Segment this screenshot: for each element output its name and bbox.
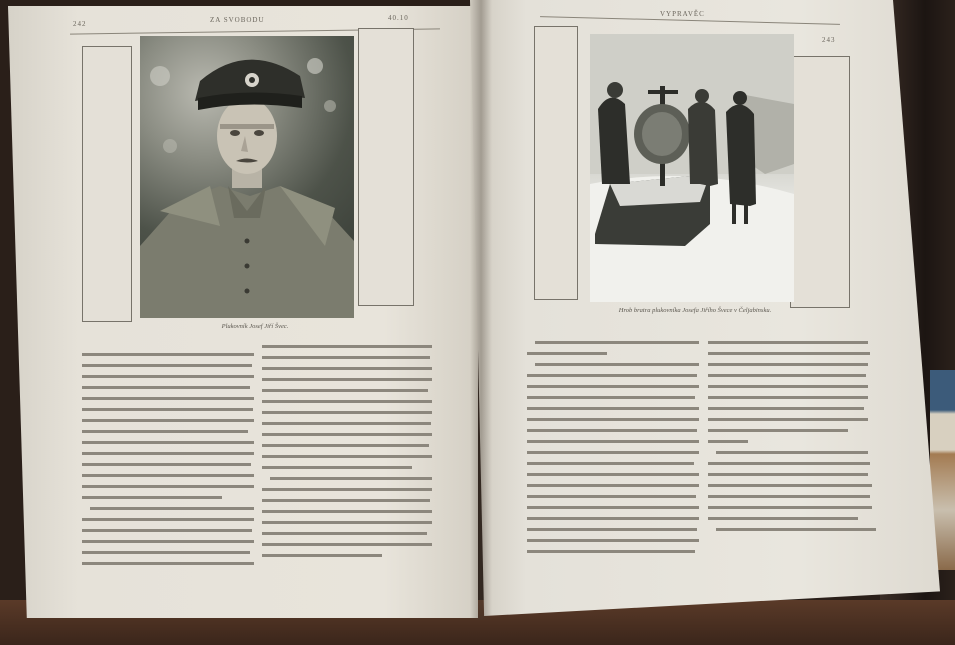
left-page-number: 242 [73,20,87,28]
right-margin-frame [790,56,850,308]
right-photo-caption: Hrob bratra plukovníka Josefa Jiřího Švece v Čeljabinsku. [618,307,772,314]
left-running-right: 40.10 [388,14,409,22]
left-column-2-lines [262,342,432,572]
right-running-title: VYPRAVĚC [660,10,705,18]
right-text-column-2 [708,338,876,538]
right-text-column-1 [527,338,699,570]
grave-photo [590,34,794,302]
left-running-title: ZA SVOBODU [210,16,265,24]
right-column-2-lines [708,338,876,538]
left-column-1-lines [82,350,254,580]
left-margin-frame-right-page [534,26,578,300]
left-text-column-2 [262,342,432,572]
left-text-column-1 [82,350,254,580]
right-column-1-lines [527,338,699,570]
left-photo-caption: Plukovník Josef Jiří Švec. [221,323,289,330]
left-margin-frame [82,46,132,322]
book-gutter [470,0,492,620]
portrait-illustration [140,36,354,318]
grave-illustration [590,34,794,302]
portrait-photo [140,36,354,318]
right-page-number: 243 [822,36,836,44]
right-margin-frame-left-page [358,28,414,306]
